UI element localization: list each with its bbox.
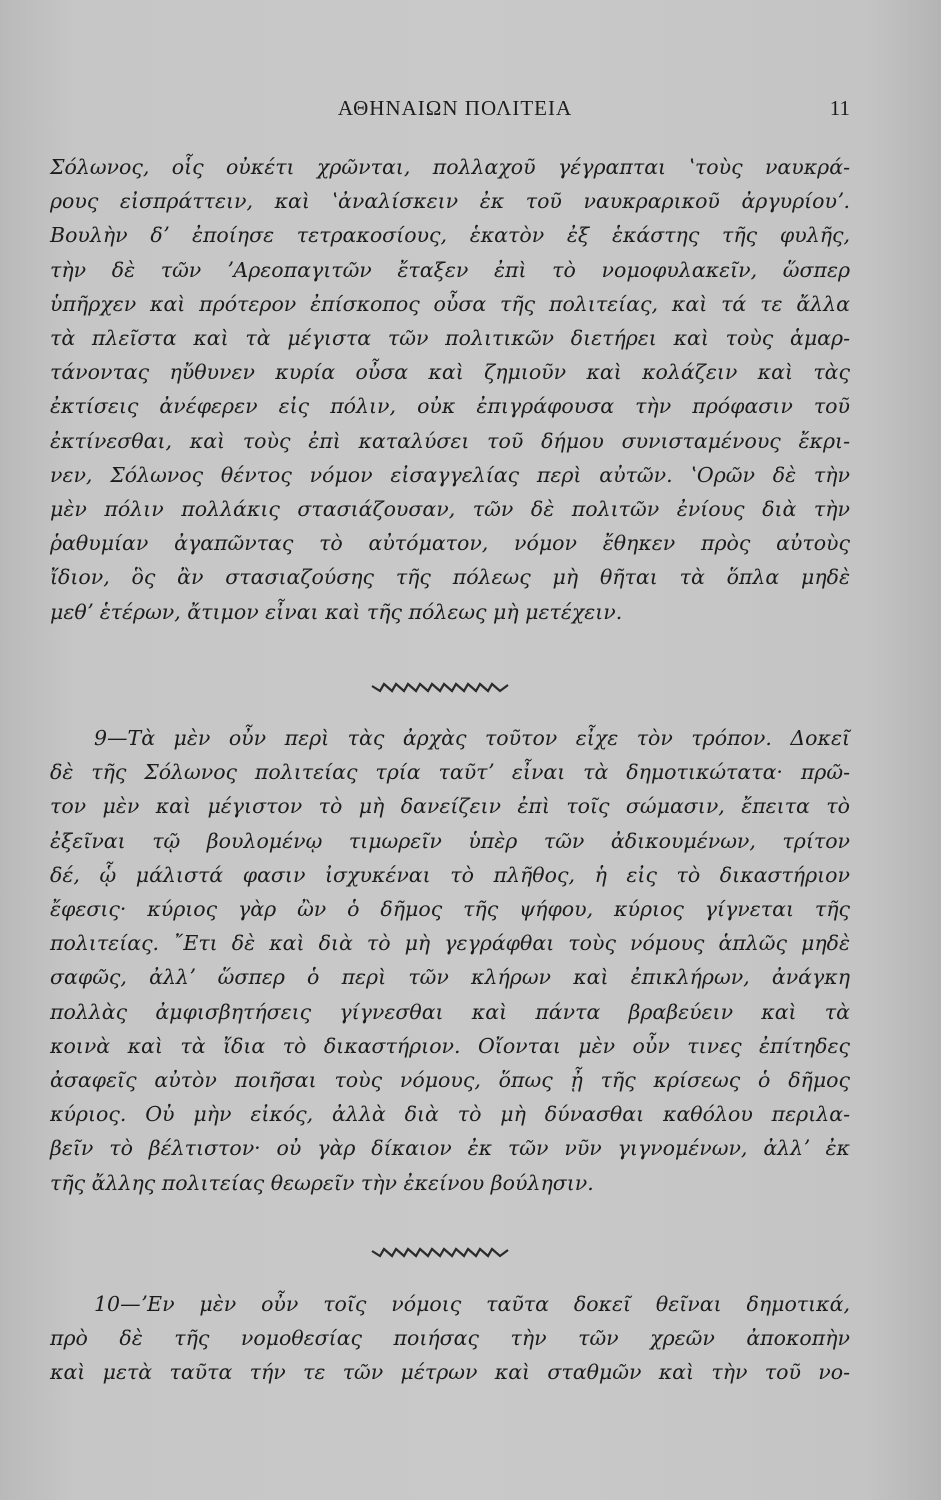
text-line: πολλὰς ἀμφισβητήσεις γίγνεσθαι καὶ πάντα βραβεύειν καὶ τὰ <box>50 999 850 1024</box>
text-line: νεν, Σόλωνος θέντος νόμον εἰσαγγελίας περὶ αὐτῶν. ʽΟρῶν δὲ τὴν <box>50 462 850 487</box>
page-header <box>60 96 850 126</box>
text-line: πολιτείας. ῎Ετι δὲ καὶ διὰ τὸ μὴ γεγράφθαι τοὺς νόμους ἁπλῶς μηδὲ <box>50 931 850 956</box>
text-line: ἐξεῖναι τῷ βουλομένῳ τιμωρεῖν ὑπὲρ τῶν ἀδικουμένων, τρίτον <box>50 828 850 853</box>
text-line: ρους εἰσπράττειν, καὶ ʽἀναλίσκειν ἐκ τοῦ ναυκραρικοῦ ἀργυρίουʼ. <box>50 189 850 214</box>
text-line: πρὸ δὲ τῆς νομοθεσίας ποιήσας τὴν τῶν χρεῶν ἀποκοπὴν <box>50 1326 850 1351</box>
text-line: ἐκτίσεις ἀνέφερεν εἰς πόλιν, οὐκ ἐπιγράφουσα τὴν πρόφασιν τοῦ <box>50 394 850 419</box>
text-line: τῆς ἄλλης πολιτείας θεωρεῖν τὴν ἐκείνου βούλησιν. <box>50 1170 594 1195</box>
paragraph-3 <box>50 1287 850 1390</box>
text-line: ῥαθυμίαν ἀγαπῶντας τὸ αὐτόματον, νόμον ἔθηκεν πρὸς αὐτοὺς <box>50 531 850 556</box>
text-line: βεῖν τὸ βέλτιστον· οὐ γὰρ δίκαιον ἐκ τῶν νῦν γιγνομένων, ἀλλʼ ἐκ <box>50 1136 850 1161</box>
text-line: δέ, ᾧ μάλιστά φασιν ἰσχυκέναι τὸ πλῆθος, ἡ εἰς τὸ δικαστήριον <box>50 862 850 887</box>
text-line: κύριος. Οὐ μὴν εἰκός, ἀλλὰ διὰ τὸ μὴ δύνασθαι καθόλου περιλα- <box>50 1102 850 1127</box>
text-line: τὴν δὲ τῶν ʼΑρεοπαγιτῶν ἔταξεν ἐπὶ τὸ νομοφυλακεῖν, ὥσπερ <box>50 257 850 282</box>
running-title: ΑΘΗΝΑΙΩΝ ΠΟΛΙΤΕΙΑ <box>337 96 573 120</box>
text-line: δὲ τῆς Σόλωνος πολιτείας τρία ταῦτʼ εἶναι τὰ δημοτικώτατα· πρῶ- <box>50 760 850 785</box>
text-line: σαφῶς, ἀλλʼ ὥσπερ ὁ περὶ τῶν κλήρων καὶ ἐπικλήρων, ἀνάγκη <box>50 965 850 990</box>
text-line: μὲν πόλιν πολλάκις στασιάζουσαν, τῶν δὲ πολιτῶν ἐνίους διὰ τὴν <box>50 497 850 522</box>
text-line: μεθʼ ἑτέρων, ἄτιμον εἶναι καὶ τῆς πόλεως μὴ μετέχειν. <box>50 599 623 624</box>
text-line: ἴδιον, ὃς ἂν στασιαζούσης τῆς πόλεως μὴ θῆται τὰ ὅπλα μηδὲ <box>50 565 850 590</box>
text-line: 9—Τὰ μὲν οὖν περὶ τὰς ἀρχὰς τοῦτον εἶχε τὸν τρόπον. Δοκεῖ <box>94 726 850 750</box>
text-line: κοινὰ καὶ τὰ ἴδια τὸ δικαστήριον. Οἴονται μὲν οὖν τινες ἐπίτηδες <box>50 1033 850 1058</box>
text-line: τον μὲν καὶ μέγιστον τὸ μὴ δανείζειν ἐπὶ τοῖς σώμασιν, ἔπειτα τὸ <box>50 794 850 819</box>
page-number: 11 <box>829 96 850 120</box>
text-line: Σόλωνος, οἷς οὐκέτι χρῶνται, πολλαχοῦ γέγραπται ʽτοὺς ναυκρά- <box>50 155 850 179</box>
text-line: ἐκτίνεσθαι, καὶ τοὺς ἐπὶ καταλύσει τοῦ δήμου συνισταμένους ἔκρι- <box>50 428 850 453</box>
text-line: Βουλὴν δʼ ἐποίησε τετρακοσίους, ἑκατὸν ἐξ ἑκάστης τῆς φυλῆς, <box>50 223 850 248</box>
text-line: 10—ʼΕν μὲν οὖν τοῖς νόμοις ταῦτα δοκεῖ θεῖναι δημοτικά, <box>94 1292 850 1316</box>
text-line: ὑπῆρχεν καὶ πρότερον ἐπίσκοπος οὖσα τῆς πολιτείας, καὶ τά τε ἄλλα <box>50 291 850 316</box>
wavy-line-ornament-icon <box>370 680 510 694</box>
text-line: ἀσαφεῖς αὐτὸν ποιῆσαι τοὺς νόμους, ὅπως ᾖ τῆς κρίσεως ὁ δῆμος <box>50 1068 850 1093</box>
paragraph-1 <box>50 150 850 629</box>
text-line: τάνοντας ηὔθυνεν κυρία οὖσα καὶ ζημιοῦν καὶ κολάζειν καὶ τὰς <box>50 360 850 385</box>
paragraph-2 <box>50 721 850 1200</box>
text-line: τὰ πλεῖστα καὶ τὰ μέγιστα τῶν πολιτικῶν διετήρει καὶ τοὺς ἁμαρ- <box>50 326 850 351</box>
wavy-line-ornament-icon <box>370 1245 510 1259</box>
text-line: ἔφεσις· κύριος γὰρ ὢν ὁ δῆμος τῆς ψήφου, κύριος γίγνεται τῆς <box>50 897 850 922</box>
text-line: καὶ μετὰ ταῦτα τήν τε τῶν μέτρων καὶ σταθμῶν καὶ τὴν τοῦ νο- <box>50 1360 850 1385</box>
